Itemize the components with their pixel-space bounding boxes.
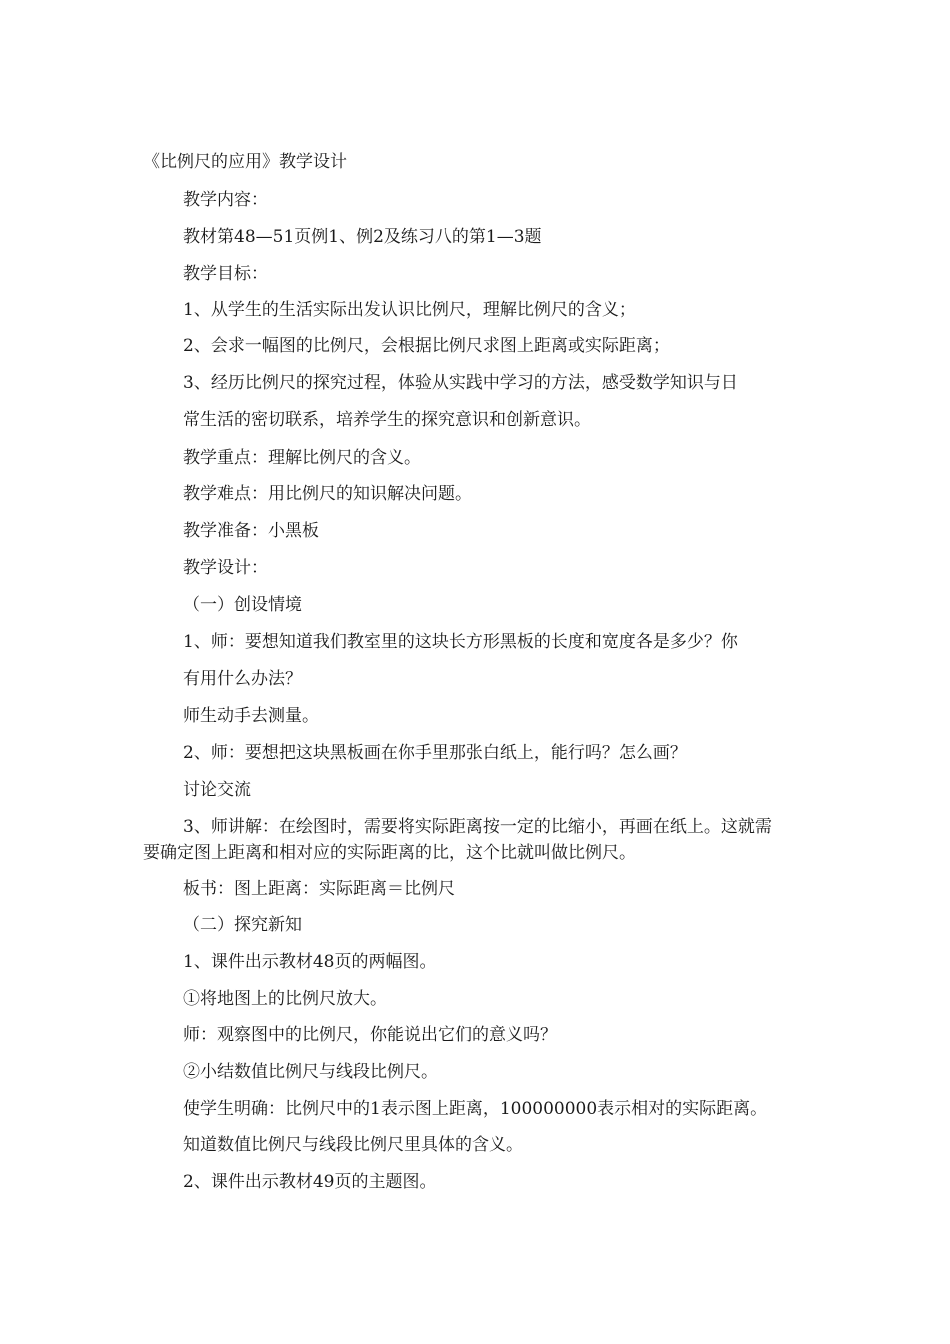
text-line: ②小结数值比例尺与线段比例尺。 bbox=[183, 1062, 438, 1082]
text-line: ①将地图上的比例尺放大。 bbox=[183, 989, 387, 1009]
text-line: 有用什么办法？ bbox=[183, 669, 302, 689]
text-line: 师：观察图中的比例尺，你能说出它们的意义吗？ bbox=[183, 1025, 557, 1045]
text-line: 教学重点：理解比例尺的含义。 bbox=[183, 448, 421, 468]
text-line: 1、课件出示教材48页的两幅图。 bbox=[183, 952, 437, 972]
section-heading: （二）探究新知 bbox=[183, 915, 302, 935]
text-line: 1、从学生的生活实际出发认识比例尺，理解比例尺的含义； bbox=[183, 300, 636, 320]
text-line: 教材第48—51页例1、例2及练习八的第1—3题 bbox=[183, 227, 542, 247]
text-line: 教学难点：用比例尺的知识解决问题。 bbox=[183, 484, 472, 504]
text-line: 3、师讲解：在绘图时，需要将实际距离按一定的比缩小，再画在纸上。这就需 bbox=[183, 817, 772, 837]
text-line: 教学目标： bbox=[183, 264, 268, 284]
section-heading: （一）创设情境 bbox=[183, 595, 302, 615]
text-line: 使学生明确：比例尺中的1表示图上距离，100000000表示相对的实际距离。 bbox=[183, 1099, 768, 1119]
text-line: 2、师：要想把这块黑板画在你手里那张白纸上，能行吗？怎么画？ bbox=[183, 743, 687, 763]
text-line: 师生动手去测量。 bbox=[183, 706, 319, 726]
text-line: 知道数值比例尺与线段比例尺里具体的含义。 bbox=[183, 1135, 523, 1155]
text-line: 3、经历比例尺的探究过程，体验从实践中学习的方法，感受数学知识与日 bbox=[183, 373, 738, 393]
text-line: 2、课件出示教材49页的主题图。 bbox=[183, 1172, 437, 1192]
text-line: 要确定图上距离和相对应的实际距离的比，这个比就叫做比例尺。 bbox=[143, 843, 636, 863]
text-line: 教学准备：小黑板 bbox=[183, 521, 319, 541]
text-line: 1、师：要想知道我们教室里的这块长方形黑板的长度和宽度各是多少？你 bbox=[183, 632, 738, 652]
text-line: 常生活的密切联系，培养学生的探究意识和创新意识。 bbox=[183, 410, 591, 430]
text-line: 教学内容： bbox=[183, 190, 268, 210]
text-line: 2、会求一幅图的比例尺，会根据比例尺求图上距离或实际距离； bbox=[183, 336, 670, 356]
document-title: 《比例尺的应用》教学设计 bbox=[143, 152, 347, 172]
text-line: 板书：图上距离：实际距离＝比例尺 bbox=[183, 879, 455, 899]
text-line: 教学设计： bbox=[183, 558, 268, 578]
text-line: 讨论交流 bbox=[183, 780, 251, 800]
